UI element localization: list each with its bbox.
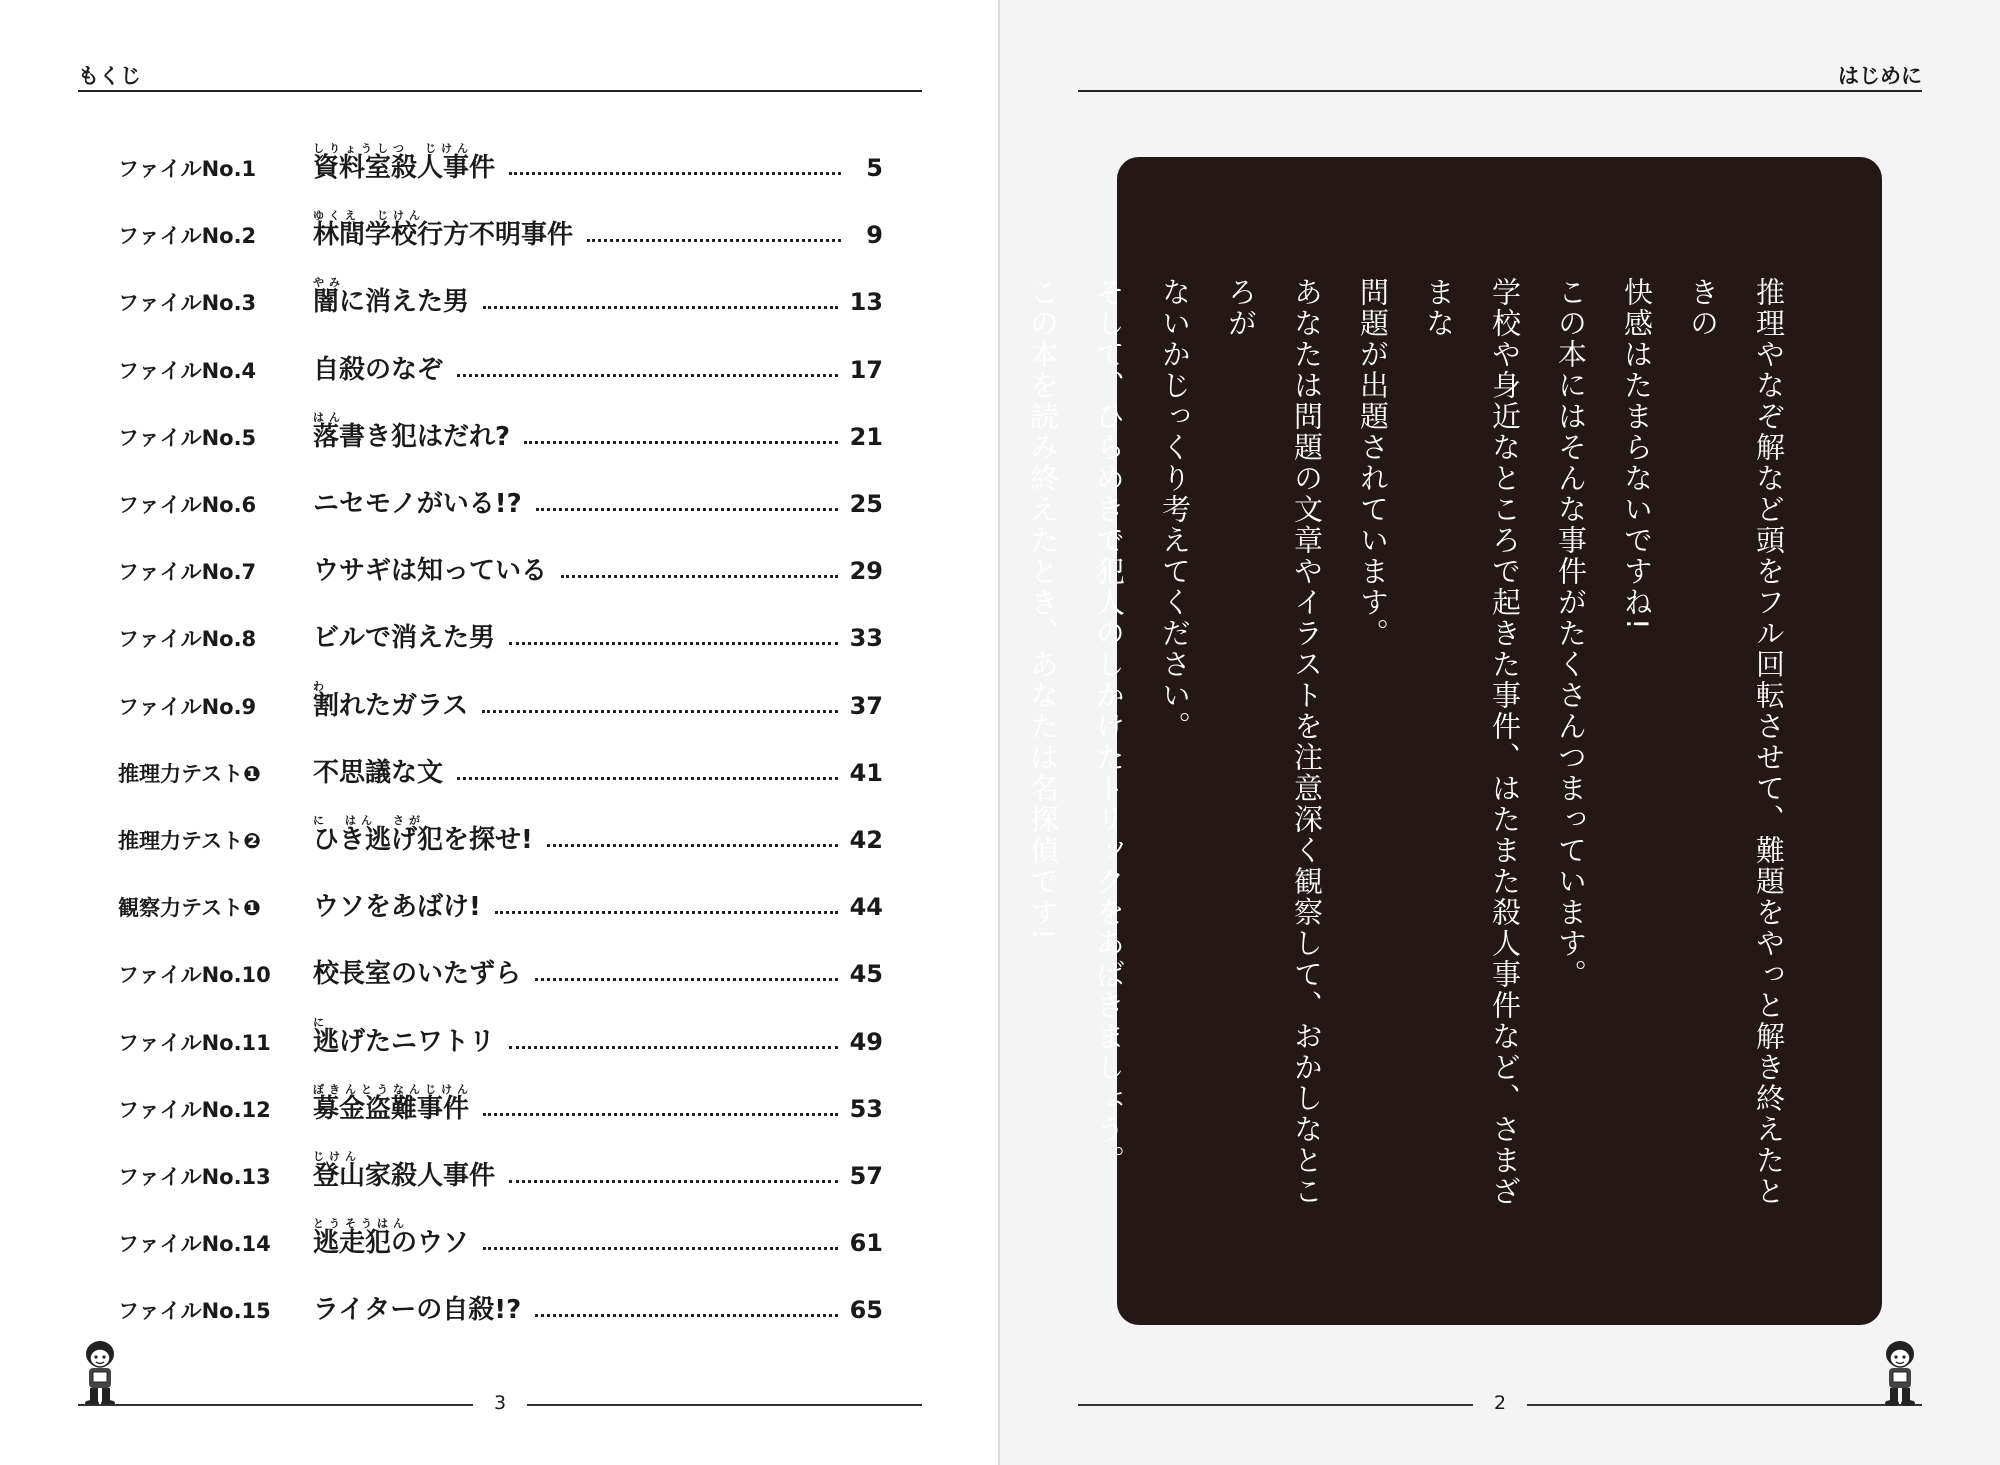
toc-page-number: 65 [849, 1296, 883, 1325]
toc-entry [313, 412, 883, 452]
toc-title [313, 814, 533, 855]
toc-leader-dots [483, 1247, 838, 1250]
toc-page-number: 45 [849, 960, 883, 989]
toc-entry [313, 1218, 883, 1258]
intro-text-box [1026, 157, 1882, 1325]
toc-leader-dots [509, 642, 838, 645]
toc-row [118, 681, 883, 721]
toc-row [118, 412, 883, 452]
toc-label: 推理力テスト❷ [118, 829, 261, 853]
toc-title-text: 自殺のなぞ [313, 354, 444, 385]
toc-row [118, 949, 883, 989]
toc-row [118, 882, 883, 922]
toc-page-number: 37 [849, 691, 883, 720]
toc-title-text: ビルで消えた男 [313, 623, 496, 654]
toc-row [118, 277, 883, 317]
toc-ruby: とうそうはん [313, 1217, 409, 1231]
toc-page-number: 21 [849, 422, 883, 451]
toc-page-number: 29 [849, 557, 883, 586]
page-number: 2 [1493, 1392, 1507, 1414]
detective-mascot-icon [1875, 1338, 1925, 1408]
toc-title-text: 闇に消えた男 [313, 287, 470, 318]
toc-title [313, 758, 443, 788]
toc-row [118, 1017, 883, 1057]
toc-row [118, 1084, 883, 1124]
toc-ruby: わ [313, 679, 329, 693]
toc-ruby: ゆくえ じけん [313, 209, 425, 223]
intro-line: そして、ひらめきで犯人のしかけたトリックをあばきましょう。 [1092, 277, 1126, 1176]
toc-leader-dots [495, 911, 838, 914]
toc-entry [313, 748, 883, 788]
toc-leader-dots [535, 1314, 837, 1317]
toc-label: ファイルNo.10 [118, 963, 271, 988]
toc-page-number: 33 [849, 624, 883, 653]
toc-label: ファイルNo.3 [118, 291, 257, 316]
toc-title-text: ひき逃げ犯を探せ! [313, 825, 533, 855]
toc-label: ファイルNo.7 [118, 560, 257, 585]
toc-page-number: 53 [849, 1094, 883, 1123]
toc-entry [313, 1285, 883, 1325]
toc-title-text: ウサギは知っている [313, 556, 548, 587]
toc-title [313, 1295, 521, 1325]
toc-entry [313, 345, 883, 385]
toc-ruby: しりょうしつ じけん [313, 142, 473, 155]
toc-entry [313, 277, 883, 317]
toc-row [118, 748, 883, 788]
toc-title [313, 209, 574, 251]
footer-rule-left [78, 1404, 473, 1406]
toc-row [118, 613, 883, 653]
toc-label: ファイルNo.11 [118, 1030, 271, 1055]
toc-page-number: 49 [849, 1027, 883, 1056]
detective-mascot-icon [75, 1338, 125, 1408]
toc-title-text: 割れたガラス [313, 690, 469, 721]
toc-title-text: 校長室のいたずら [313, 959, 522, 990]
toc-page-number: 9 [866, 221, 883, 250]
toc-ruby: はん [313, 410, 345, 424]
toc-page-number: 5 [866, 154, 883, 182]
toc-ruby: やみ [313, 276, 345, 290]
toc-label: 推理力テスト❶ [118, 761, 261, 786]
toc-row [118, 143, 883, 183]
toc-ruby: に はん さが [313, 814, 425, 827]
toc-title [313, 1150, 496, 1191]
toc-page-number: 17 [849, 355, 883, 384]
toc-row [118, 345, 883, 385]
toc-label: ファイルNo.4 [118, 358, 257, 383]
toc-title [313, 679, 469, 721]
toc-page-number: 61 [849, 1229, 883, 1258]
toc-page-number: 13 [849, 288, 883, 317]
toc-label: ファイルNo.2 [118, 224, 257, 249]
toc-title [313, 276, 470, 318]
toc-label: ファイルNo.13 [118, 1165, 271, 1189]
toc-page-number: 57 [849, 1162, 883, 1190]
toc-page-number: 25 [849, 490, 883, 518]
toc-title-text: ニセモノがいる!? [313, 489, 522, 519]
toc-title-text: 不思議な文 [313, 757, 444, 788]
toc-title-text: 逃げたニワトリ [313, 1026, 496, 1057]
toc-entry [313, 479, 883, 519]
toc-page-number: 41 [849, 758, 883, 787]
toc-entry [313, 143, 883, 183]
footer-rule-right [527, 1404, 922, 1406]
toc-leader-dots [587, 239, 841, 242]
intro-line: 問題が出題されています。 [1356, 277, 1390, 649]
toc-title-text: ライターの自殺!? [313, 1295, 522, 1326]
intro-header: はじめに [1838, 64, 1922, 88]
intro-line: 快感はたまらないですね! [1620, 277, 1654, 632]
toc-leader-dots [509, 1180, 838, 1183]
intro-line: この本を読み終えたとき、あなたは名探偵です! [1026, 277, 1060, 942]
toc-leader-dots [561, 575, 838, 578]
toc-leader-dots [482, 710, 837, 713]
toc-leader-dots [547, 844, 838, 847]
toc-row [118, 1285, 883, 1325]
intro-line: 推理やなぞ解など頭をフル回転させて、難題をやっと解き終えたときの [1686, 277, 1786, 1207]
page-number: 3 [493, 1392, 507, 1414]
toc-entry [313, 882, 883, 922]
toc-title [313, 892, 481, 922]
toc-label: ファイルNo.9 [118, 694, 257, 719]
toc-title [313, 355, 443, 385]
toc-entry [313, 210, 883, 250]
toc-title-text: 逃走犯のウソ [313, 1228, 470, 1259]
toc-leader-dots [483, 306, 838, 309]
toc-row [118, 1151, 883, 1191]
toc-leader-dots [483, 1113, 838, 1116]
toc-entry [313, 681, 883, 721]
footer-rule-right [1527, 1404, 1922, 1406]
header-rule [78, 90, 922, 92]
toc-entry [313, 949, 883, 989]
toc-label: ファイルNo.14 [118, 1232, 271, 1257]
intro-line: ないかじっくり考えてください。 [1158, 277, 1192, 742]
toc-page-number: 42 [849, 826, 883, 854]
toc-label: ファイルNo.12 [118, 1097, 271, 1122]
toc-title-text: 登山家殺人事件 [313, 1161, 496, 1191]
toc-entry [313, 1151, 883, 1191]
toc-row [118, 479, 883, 519]
intro-line: 学校や身近なところで起きた事件、はたまた殺人事件など、さまざまな [1422, 277, 1522, 1207]
toc-title-text: ウソをあばけ! [313, 892, 481, 923]
toc-leader-dots [536, 508, 838, 511]
toc-label: ファイルNo.6 [118, 493, 257, 517]
toc-ruby: ぼきんとうなんじけん [313, 1082, 473, 1096]
toc-title-text: 林間学校行方不明事件 [313, 220, 574, 251]
toc-title [313, 142, 496, 183]
toc-entry [313, 1017, 883, 1057]
toc-ruby: じけん [313, 1150, 361, 1163]
toc-entry [313, 546, 883, 586]
toc-label: 観察力テスト❶ [118, 896, 261, 921]
toc-title-text: 募金盗難事件 [313, 1093, 470, 1124]
intro-line: この本にはそんな事件がたくさんつまっています。 [1554, 277, 1588, 990]
toc-title [313, 1015, 496, 1057]
toc-title [313, 556, 547, 586]
toc-title [313, 410, 511, 452]
toc-row [118, 815, 883, 855]
toc-title [313, 1082, 473, 1124]
toc-title-text: 落書き犯はだれ? [313, 421, 511, 452]
toc-title [313, 959, 521, 989]
toc-entry [313, 1084, 883, 1124]
toc-title [313, 623, 495, 653]
toc-row [118, 546, 883, 586]
toc-leader-dots [509, 1046, 838, 1049]
header-rule [1078, 90, 1922, 92]
intro-page [1000, 0, 2000, 1465]
toc-leader-dots [457, 374, 838, 377]
toc-leader-dots [535, 978, 838, 981]
toc-leader-dots [509, 172, 841, 175]
toc-header: もくじ [78, 64, 141, 88]
toc-entry [313, 815, 883, 855]
toc-label: ファイルNo.8 [118, 627, 257, 652]
toc-leader-dots [457, 777, 838, 780]
intro-text [1026, 277, 1802, 1237]
toc-page-number: 44 [849, 893, 883, 922]
toc-entry [313, 613, 883, 653]
toc-label: ファイルNo.1 [118, 157, 257, 181]
toc-ruby: に [313, 1015, 329, 1029]
footer-rule-left [1078, 1404, 1473, 1406]
toc-title [313, 489, 522, 519]
intro-line: あなたは問題の文章やイラストを注意深く観察して、おかしなところが [1224, 277, 1324, 1207]
toc-row [118, 210, 883, 250]
toc-title [313, 1217, 470, 1259]
toc-leader-dots [524, 441, 838, 444]
toc-row [118, 1218, 883, 1258]
toc-label: ファイルNo.5 [118, 425, 257, 450]
toc-label: ファイルNo.15 [118, 1299, 271, 1324]
toc-title-text: 資料室殺人事件 [313, 153, 496, 183]
